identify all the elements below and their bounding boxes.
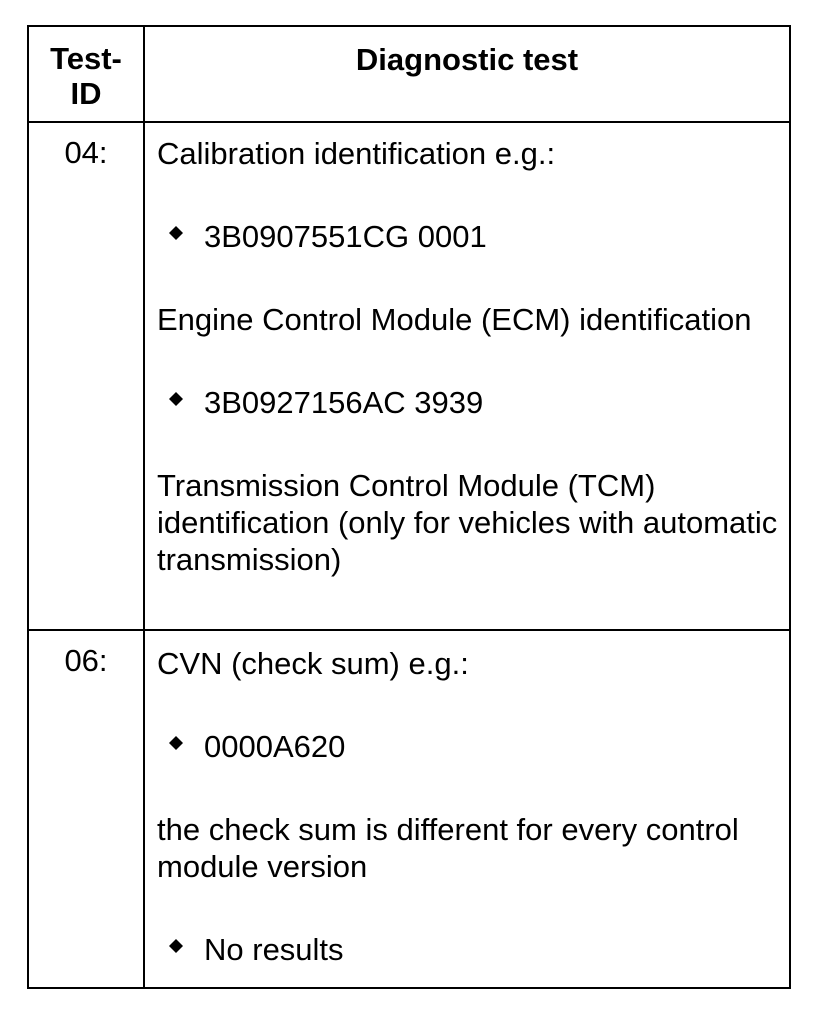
bullet-item [169, 931, 781, 968]
row-text: the check sum is different for every control module version [157, 812, 739, 884]
bullet-item [169, 218, 781, 255]
bullet-item [169, 728, 781, 765]
row-text: Transmission Control Module (TCM) identification (only for vehicles with automatic transmission) [157, 468, 778, 577]
diagnostic-test-cell [144, 630, 790, 988]
test-id-value: 04: [64, 135, 108, 170]
diamond-bullet-icon [169, 226, 183, 240]
test-id-cell [28, 630, 144, 988]
header-test-id-label: Test- ID [50, 41, 122, 111]
header-diagnostic-test-label: Diagnostic test [355, 42, 579, 77]
test-id-value: 06: [64, 643, 108, 678]
header-test-id [28, 26, 144, 122]
test-id-cell [28, 122, 144, 630]
table-row [28, 122, 790, 630]
row-text: Engine Control Module (ECM) identification [157, 302, 752, 337]
bullet-text: 3B0927156AC 3939 [204, 385, 484, 420]
diamond-bullet-icon [169, 736, 183, 750]
bullet-text: No results [204, 932, 344, 967]
diamond-bullet-icon [169, 392, 183, 406]
bullet-text: 0000A620 [204, 729, 346, 764]
bullet-text: 3B0907551CG 0001 [204, 219, 487, 254]
header-diagnostic-test [144, 26, 790, 122]
diagnostic-test-cell [144, 122, 790, 630]
table-row [28, 630, 790, 988]
row-intro: CVN (check sum) e.g.: [157, 646, 469, 681]
row-intro: Calibration identification e.g.: [157, 136, 556, 171]
bullet-item [169, 384, 781, 421]
diagnostic-table [27, 25, 791, 989]
table-header-row [28, 26, 790, 122]
diamond-bullet-icon [169, 939, 183, 953]
